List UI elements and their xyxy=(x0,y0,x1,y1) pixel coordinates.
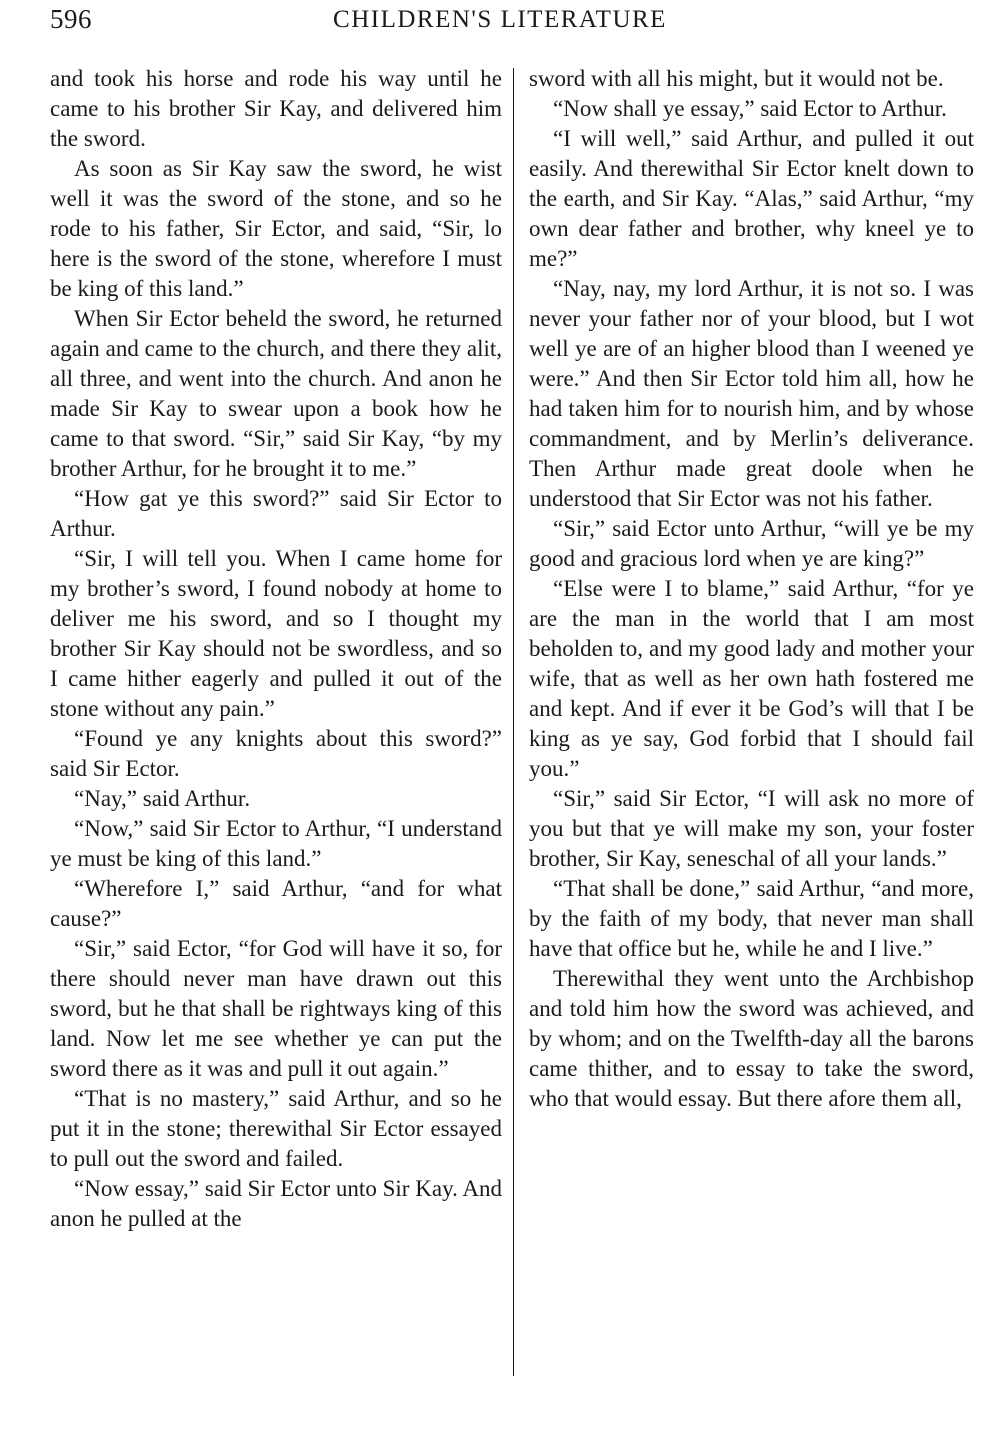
paragraph: “Sir,” said Ector, “for God will have it so, for there should never man have drawn out this sword, but he that shall be rightways king of this land. Now let me see whether ye can put the sword there as it was and pull it out again.” xyxy=(50,936,502,1081)
paragraph: “Found ye any knights about this sword?” said Sir Ector. xyxy=(50,726,502,781)
paragraph: “Wherefore I,” said Arthur, “and for what cause?” xyxy=(50,876,502,931)
paragraph: As soon as Sir Kay saw the sword, he wist well it was the sword of the stone, and so he rode to his father, Sir Ector, and said, “Sir, lo here is the sword of the stone, wherefore I must be king of this land.” xyxy=(50,156,502,301)
left-column xyxy=(50,64,502,1234)
paragraph: “Sir,” said Ector unto Arthur, “will ye be my good and gracious lord when ye are king?” xyxy=(529,516,974,571)
paragraph: “Nay,” said Arthur. xyxy=(74,786,251,811)
paragraph: and took his horse and rode his way until he came to his brother Sir Kay, and delivered him the sword. xyxy=(50,66,502,151)
paragraph: Therewithal they went unto the Archbishop and told him how the sword was achieved, and by whom; and on the Twelfth-day all the barons came thither, and to essay to take the sword, who that would essay. But there afore them all, xyxy=(529,966,974,1111)
column-divider xyxy=(513,68,514,1376)
page-header xyxy=(0,0,1000,50)
running-title: CHILDREN'S LITERATURE xyxy=(333,6,667,33)
paragraph: When Sir Ector beheld the sword, he returned again and came to the church, and there they alit, all three, and went into the church. And anon he made Sir Kay to swear upon a book how he came to that sword. “Sir,” said Sir Kay, “by my brother Arthur, for he brought it to me.” xyxy=(50,306,502,481)
paragraph: “That is no mastery,” said Arthur, and so he put it in the stone; therewithal Sir Ector essayed to pull out the sword and failed. xyxy=(50,1086,502,1171)
paragraph: “Now shall ye essay,” said Ector to Arthur. xyxy=(553,96,947,121)
right-column xyxy=(529,64,974,1114)
paragraph: “Sir,” said Sir Ector, “I will ask no more of you but that ye will make my son, your foster brother, Sir Kay, seneschal of all your lands.” xyxy=(529,786,974,871)
paragraph: “Nay, nay, my lord Arthur, it is not so. I was never your father nor of your blood, but I wot well ye are of an higher blood than I weened ye were.” And then Sir Ector told him all, how he had taken him for to nourish him, and by whose commandment, and by Merlin’s deliverance. Then Arthur made great doole when he understood that Sir Ector was not his father. xyxy=(529,276,974,511)
paragraph: “Now,” said Sir Ector to Arthur, “I understand ye must be king of this land.” xyxy=(50,816,502,871)
paragraph: “That shall be done,” said Arthur, “and more, by the faith of my body, that never man shall have that office but he, while he and I live.” xyxy=(529,876,974,961)
page-number: 596 xyxy=(50,4,92,34)
paragraph: “I will well,” said Arthur, and pulled it out easily. And therewithal Sir Ector knelt down to the earth, and Sir Kay. “Alas,” said Arthur, “my own dear father and brother, why kneel ye to me?” xyxy=(529,126,974,271)
paragraph: “Else were I to blame,” said Arthur, “for ye are the man in the world that I am most beholden to, and my good lady and mother your wife, that as well as her own hath fostered me and kept. And if ever it be God’s will that I be king as ye say, God forbid that I should fail you.” xyxy=(529,576,974,781)
paragraph: “How gat ye this sword?” said Sir Ector to Arthur. xyxy=(50,486,502,541)
paragraph: “Now essay,” said Sir Ector unto Sir Kay. And anon he pulled at the xyxy=(50,1176,502,1231)
paragraph: sword with all his might, but it would not be. xyxy=(529,66,944,91)
paragraph: “Sir, I will tell you. When I came home for my brother’s sword, I found nobody at home to deliver me his sword, and so I thought my brother Sir Kay should not be swordless, and so I came hither eagerly and pulled it out of the stone without any pain.” xyxy=(50,546,502,721)
